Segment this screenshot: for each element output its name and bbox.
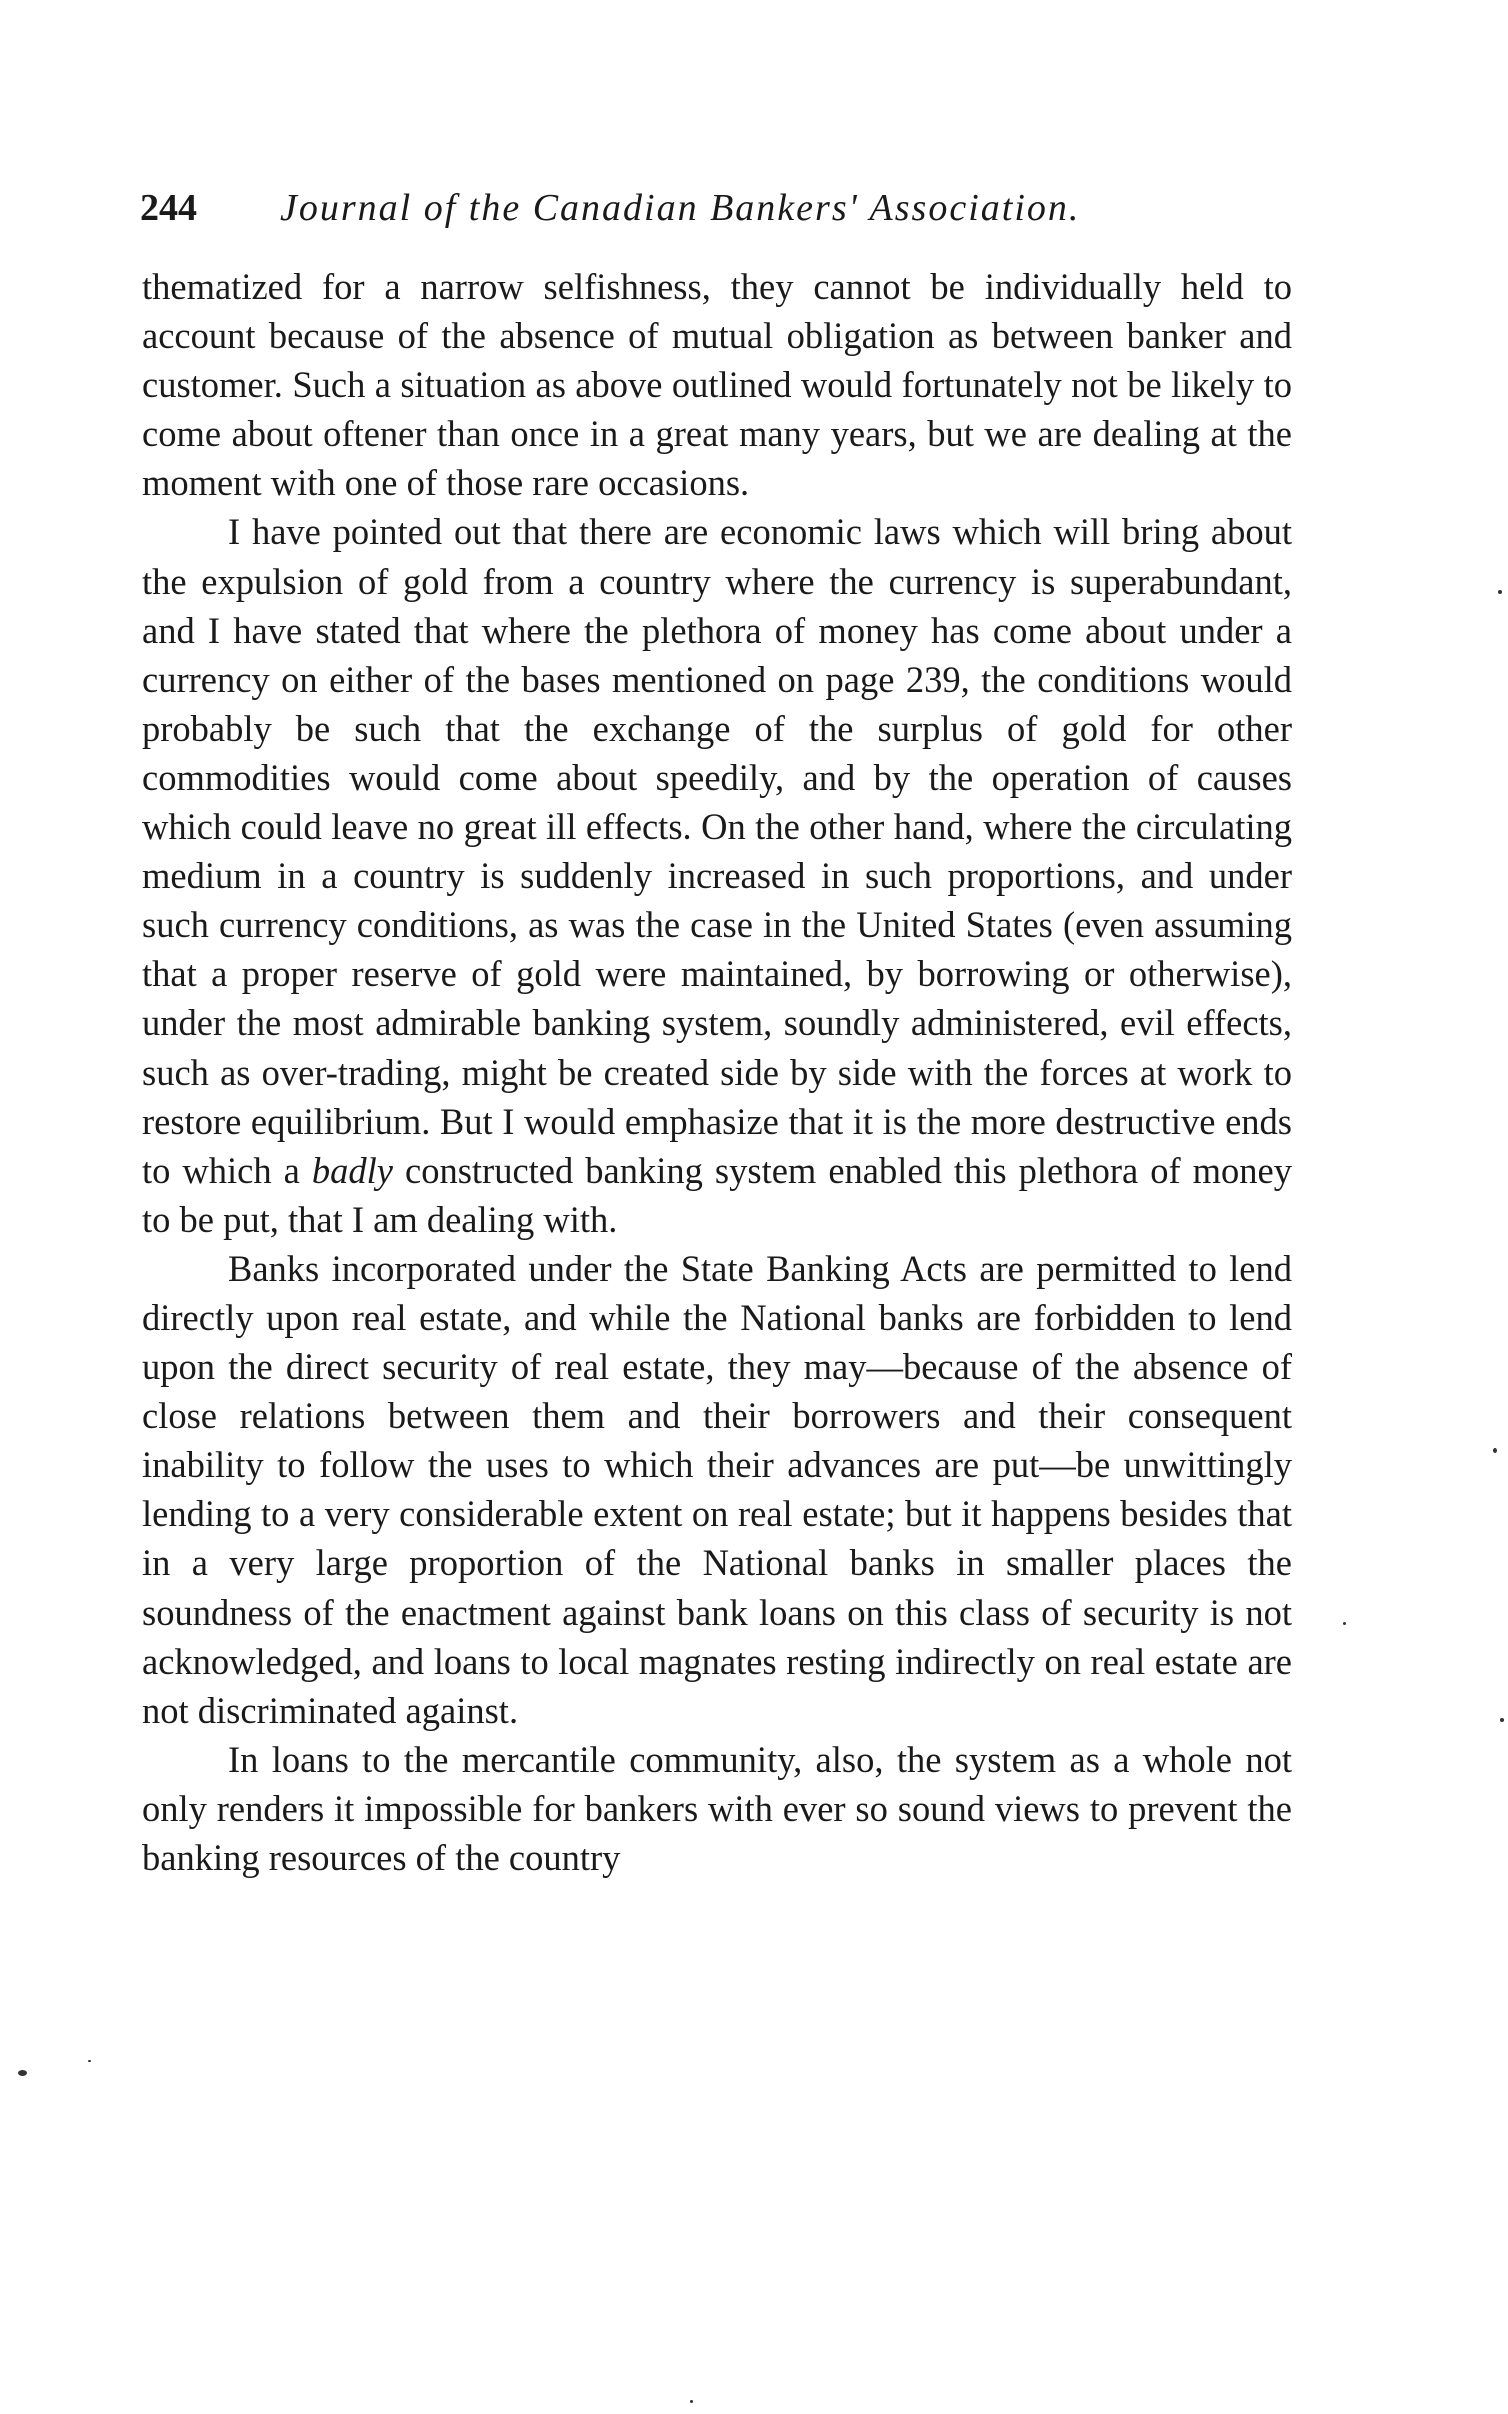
scan-speck (1498, 590, 1502, 594)
scan-speck (1343, 1622, 1346, 1625)
page-number: 244 (140, 187, 197, 229)
paragraph-text: thematized for a narrow selfishness, they cannot be individually held to account because of the absence of mutual obligation as between banker and customer. Such a situation as above outlined would fortunately not be likely to come about oftener than once in a great many years, but we are dealing at the moment with one of those rare occasions. (142, 266, 1292, 504)
paragraph (142, 1244, 1292, 1735)
scan-speck (690, 2400, 693, 2403)
paragraph (142, 507, 1292, 1243)
paragraph-text: I have pointed out that there are economic laws which will bring about the expulsion of gold from a country where the currency is superabundant, and I have stated that where the plethora of money has come about under a currency on either of the bases mentioned on page 239, the conditions would probably be such that the exchange of the surplus of gold for other commodities would come about speedily, and by the operation of causes which could leave no great ill effects. On the other hand, where the circulating medium in a country is suddenly increased in such proportions, and under such currency conditions, as was the case in the United States (even assuming that a proper reserve of gold were maintained, by borrowing or otherwise), under the most admirable banking system, soundly administered, evil effects, such as over-trading, might be created side by side with the forces at work to restore equilibrium. But I would emphasize that it is the more destructive ends to which a (142, 511, 1292, 1191)
scan-speck (1500, 1718, 1504, 1722)
paragraph-continued (142, 262, 1292, 507)
body-text (142, 262, 1292, 1882)
emphasized-word: badly (311, 1149, 393, 1191)
paragraph-text: constructed banking system enabled this plethora of money to be put, that I am dealing with. (142, 1149, 1293, 1240)
journal-title: Journal of the Canadian Bankers' Association. (280, 187, 1081, 229)
running-head (140, 178, 1290, 238)
scan-speck (18, 2070, 27, 2076)
scan-speck (1493, 1448, 1497, 1453)
scan-speck (88, 2060, 91, 2062)
paragraph-text: Banks incorporated under the State Banking Acts are permitted to lend directly upon real estate, and while the National banks are forbidden to lend upon the direct security of real estate, they may—because of the absence of close relations between them and their borrowers and their consequent inability to follow the uses to which their advances are put—be unwittingly lending to a very considerable extent on real estate; but it happens besides that in a very large proportion of the National banks in smaller places the soundness of the enactment against bank loans on this class of security is not acknowledged, and loans to local magnates resting indirectly on real estate are not discriminated against. (142, 1247, 1292, 1731)
paragraph-text: In loans to the mercantile community, also, the system as a whole not only renders it impossible for bankers with ever so sound views to prevent the banking resources of the country (142, 1738, 1292, 1878)
paragraph (142, 1735, 1292, 1882)
